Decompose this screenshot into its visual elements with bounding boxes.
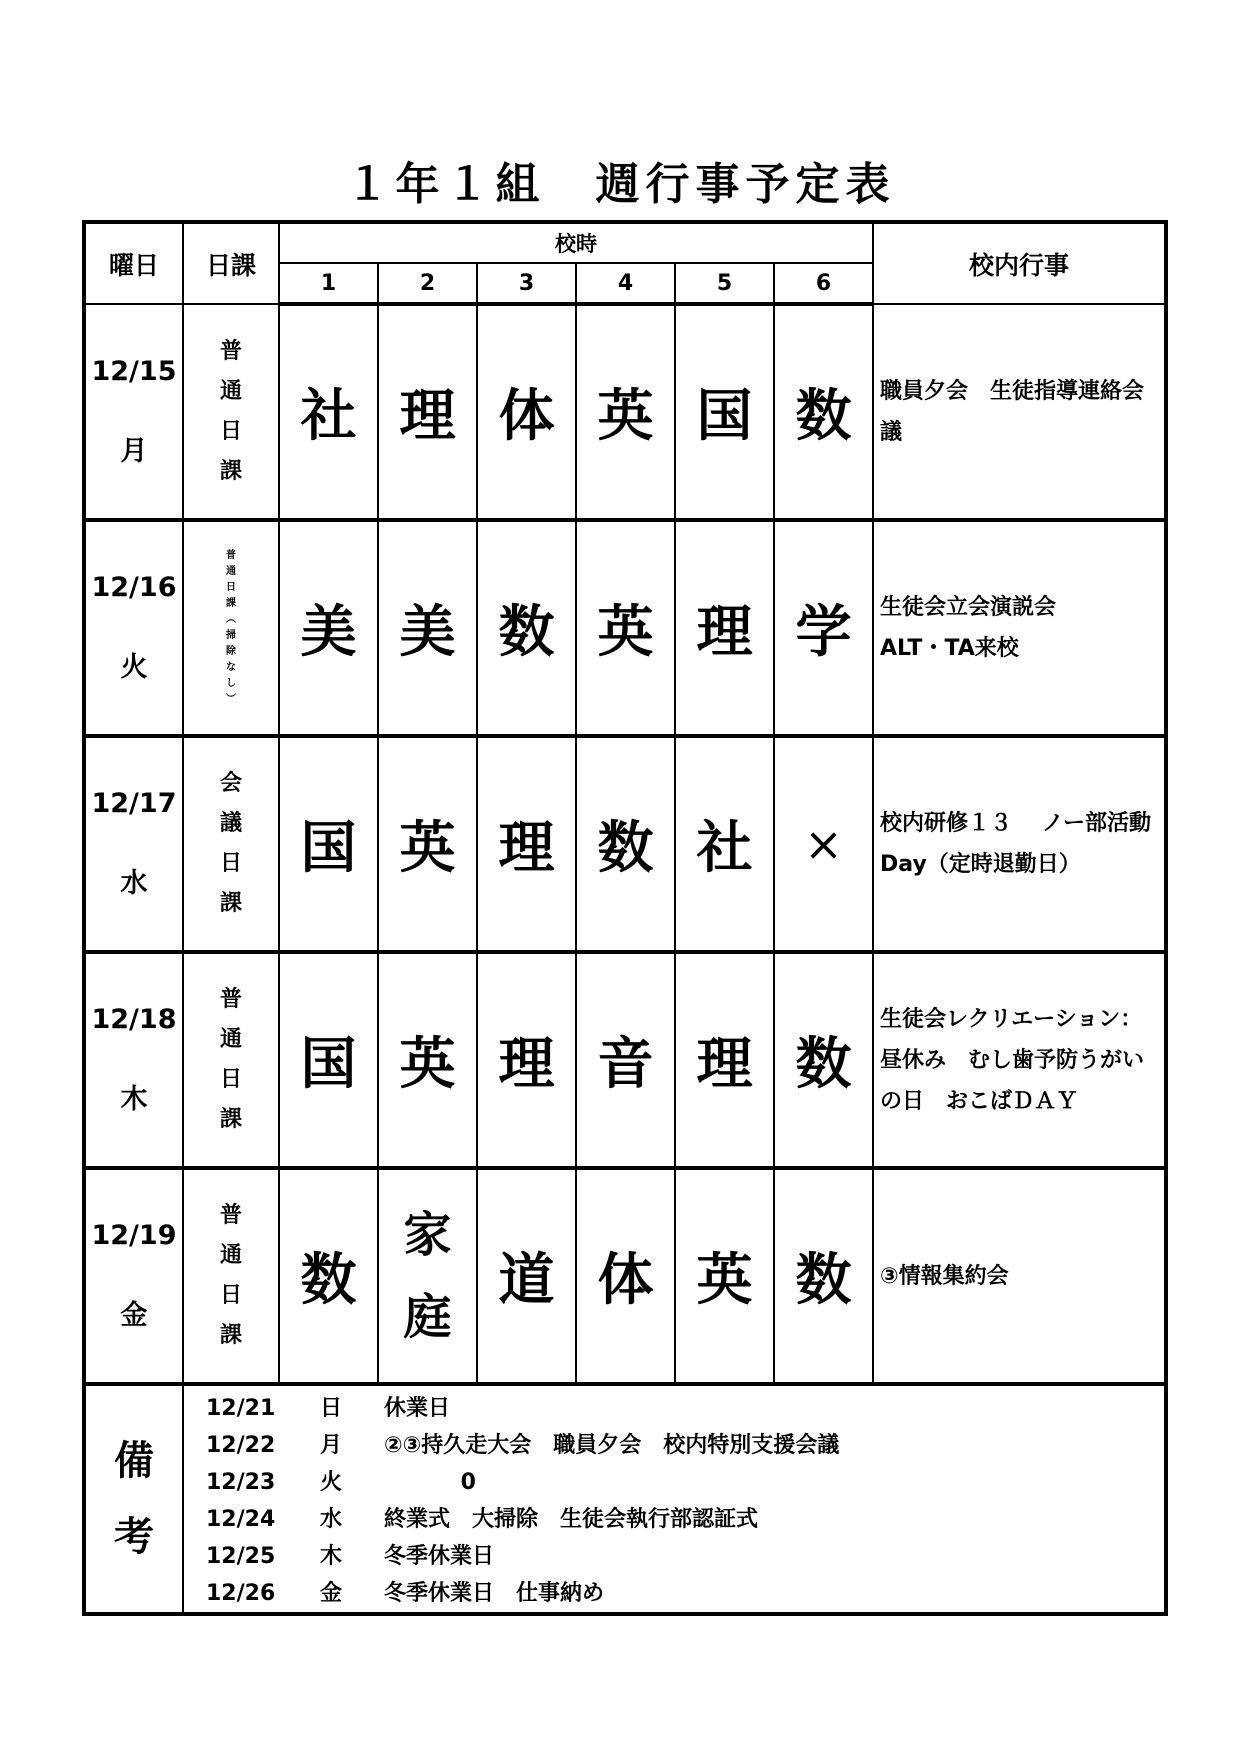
day-dow: 火 xyxy=(120,652,148,683)
note-line xyxy=(184,1427,1164,1464)
schedule-char: 課 xyxy=(219,1107,242,1132)
subject-char: 家 xyxy=(403,1207,452,1263)
header-weekday: 曜日 xyxy=(84,222,183,304)
header-schedule: 日課 xyxy=(183,222,279,304)
header-events: 校内行事 xyxy=(873,222,1166,304)
schedule-char: 通 xyxy=(219,1243,242,1268)
subject-cell: 道 xyxy=(477,1168,576,1384)
day-row xyxy=(84,1168,1166,1384)
note-text: 休業日 xyxy=(384,1396,451,1421)
subject-cell: 数 xyxy=(477,520,576,736)
period-number: 3 xyxy=(477,263,576,304)
schedule-char: 課 xyxy=(226,598,236,609)
subject-cell: 理 xyxy=(675,952,774,1168)
note-date: 12/26 xyxy=(206,1581,276,1606)
day-cell xyxy=(84,1168,183,1384)
period-number: 1 xyxy=(279,263,378,304)
events-cell: 生徒会レクリエーション：昼休み むし歯予防うがいの日 おこばＤＡＹ xyxy=(873,952,1166,1168)
schedule-char: ︵ xyxy=(226,614,236,625)
schedule-char: 日 xyxy=(219,851,242,876)
subject-cell: 英 xyxy=(576,520,675,736)
schedule-type xyxy=(183,736,279,952)
schedule-char: 日 xyxy=(219,1283,242,1308)
day-dow: 木 xyxy=(120,1084,148,1115)
schedule-char: 掃 xyxy=(226,630,236,641)
note-line xyxy=(184,1538,1164,1575)
subject-char: 庭 xyxy=(403,1289,452,1345)
event-line: ALT・TA来校 xyxy=(880,636,1019,661)
notes-label-char: 備 xyxy=(114,1438,154,1484)
note-dow: 水 xyxy=(320,1507,343,1532)
period-number: 4 xyxy=(576,263,675,304)
note-text: 冬季休業日 xyxy=(384,1544,495,1569)
subject-cell: 体 xyxy=(576,1168,675,1384)
notes-label xyxy=(84,1384,183,1614)
period-number: 2 xyxy=(378,263,477,304)
schedule-char: 会 xyxy=(219,771,242,796)
schedule-char: 課 xyxy=(219,1323,242,1348)
notes-content xyxy=(183,1384,1166,1614)
events-cell: 職員夕会 生徒指導連絡会議 xyxy=(873,304,1166,520)
subject-cell: 体 xyxy=(477,304,576,520)
note-line xyxy=(184,1501,1164,1538)
note-line xyxy=(184,1464,1164,1501)
schedule-char: 通 xyxy=(226,566,236,577)
day-date: 12/15 xyxy=(91,355,177,387)
day-date: 12/18 xyxy=(91,1004,177,1035)
subject-cell: 理 xyxy=(477,736,576,952)
schedule-char: し xyxy=(226,678,236,689)
subject-cell: 理 xyxy=(675,520,774,736)
period-number: 5 xyxy=(675,263,774,304)
subject-cell: 社 xyxy=(279,304,378,520)
subject-cell: 英 xyxy=(675,1168,774,1384)
note-date: 12/22 xyxy=(206,1433,276,1458)
events-cell: 校内研修１３ ノー部活動Day（定時退勤日） xyxy=(873,736,1166,952)
day-cell xyxy=(84,736,183,952)
subject-cell: 国 xyxy=(279,736,378,952)
day-dow: 水 xyxy=(120,868,148,899)
subject-cell: 数 xyxy=(774,1168,873,1384)
schedule-char: 課 xyxy=(219,891,242,916)
note-dow: 月 xyxy=(320,1433,343,1458)
note-text: 0 xyxy=(384,1470,476,1495)
subject-cell: 国 xyxy=(279,952,378,1168)
schedule-char: ︶ xyxy=(226,694,236,705)
subject-cell: 美 xyxy=(378,520,477,736)
schedule-char: 普 xyxy=(219,1203,242,1228)
day-cell xyxy=(84,304,183,520)
subject-cell xyxy=(378,1168,477,1384)
event-line: 生徒会立会演説会 xyxy=(880,595,1057,620)
events-cell: ③情報集約会 xyxy=(873,1168,1166,1384)
subject-cell: 学 xyxy=(774,520,873,736)
note-date: 12/25 xyxy=(206,1544,276,1569)
day-row xyxy=(84,520,1166,736)
note-text: 終業式 大掃除 生徒会執行部認証式 xyxy=(384,1507,759,1532)
day-row xyxy=(84,736,1166,952)
day-cell xyxy=(84,952,183,1168)
subject-cell: 数 xyxy=(774,304,873,520)
schedule-type xyxy=(183,1168,279,1384)
schedule-char: 日 xyxy=(219,1067,242,1092)
schedule-char: 議 xyxy=(219,811,242,836)
day-row xyxy=(84,304,1166,520)
schedule-char: 通 xyxy=(219,378,242,404)
day-dow: 金 xyxy=(120,1300,148,1331)
page-title: １年１組 週行事予定表 xyxy=(345,159,896,210)
day-row xyxy=(84,952,1166,1168)
subject-cell: 英 xyxy=(378,952,477,1168)
subject-cell: 英 xyxy=(378,736,477,952)
no-class-mark: × xyxy=(774,736,873,952)
note-dow: 日 xyxy=(320,1396,343,1421)
subject-cell: 理 xyxy=(477,952,576,1168)
subject-cell: 英 xyxy=(576,304,675,520)
day-dow: 月 xyxy=(120,435,148,467)
schedule-char: 普 xyxy=(219,987,242,1012)
schedule-char: 日 xyxy=(226,582,236,593)
notes-row xyxy=(84,1384,1166,1614)
schedule-char: 課 xyxy=(219,458,242,484)
weekly-schedule-table xyxy=(82,220,1168,1616)
subject-cell: 音 xyxy=(576,952,675,1168)
period-number: 6 xyxy=(774,263,873,304)
schedule-char: 通 xyxy=(219,1027,242,1052)
note-line xyxy=(184,1575,1164,1612)
subject-cell: 数 xyxy=(279,1168,378,1384)
schedule-char: 日 xyxy=(219,418,242,444)
day-date: 12/16 xyxy=(91,572,177,603)
notes-label-char: 考 xyxy=(114,1514,154,1560)
note-text: 冬季休業日 仕事納め xyxy=(384,1581,605,1606)
subject-cell: 社 xyxy=(675,736,774,952)
day-date: 12/17 xyxy=(91,788,177,819)
note-date: 12/23 xyxy=(206,1470,276,1495)
schedule-char: 除 xyxy=(226,646,236,657)
note-dow: 火 xyxy=(320,1470,343,1495)
schedule-char: 普 xyxy=(226,550,236,561)
schedule-char: な xyxy=(226,662,236,673)
day-cell xyxy=(84,520,183,736)
header-periods: 校時 xyxy=(279,222,873,263)
day-date: 12/19 xyxy=(91,1220,177,1251)
note-date: 12/24 xyxy=(206,1507,276,1532)
note-date: 12/21 xyxy=(206,1396,276,1421)
subject-cell: 理 xyxy=(378,304,477,520)
note-dow: 木 xyxy=(320,1544,343,1569)
schedule-type xyxy=(183,952,279,1168)
schedule-type xyxy=(183,304,279,520)
subject-cell: 数 xyxy=(774,952,873,1168)
note-line xyxy=(184,1390,1164,1427)
subject-cell: 数 xyxy=(576,736,675,952)
events-cell xyxy=(873,520,1166,736)
note-dow: 金 xyxy=(320,1581,343,1606)
schedule-char: 普 xyxy=(219,338,242,364)
subject-cell: 美 xyxy=(279,520,378,736)
schedule-type xyxy=(183,520,279,736)
subject-cell: 国 xyxy=(675,304,774,520)
note-text: ②③持久走大会 職員夕会 校内特別支援会議 xyxy=(384,1433,840,1458)
